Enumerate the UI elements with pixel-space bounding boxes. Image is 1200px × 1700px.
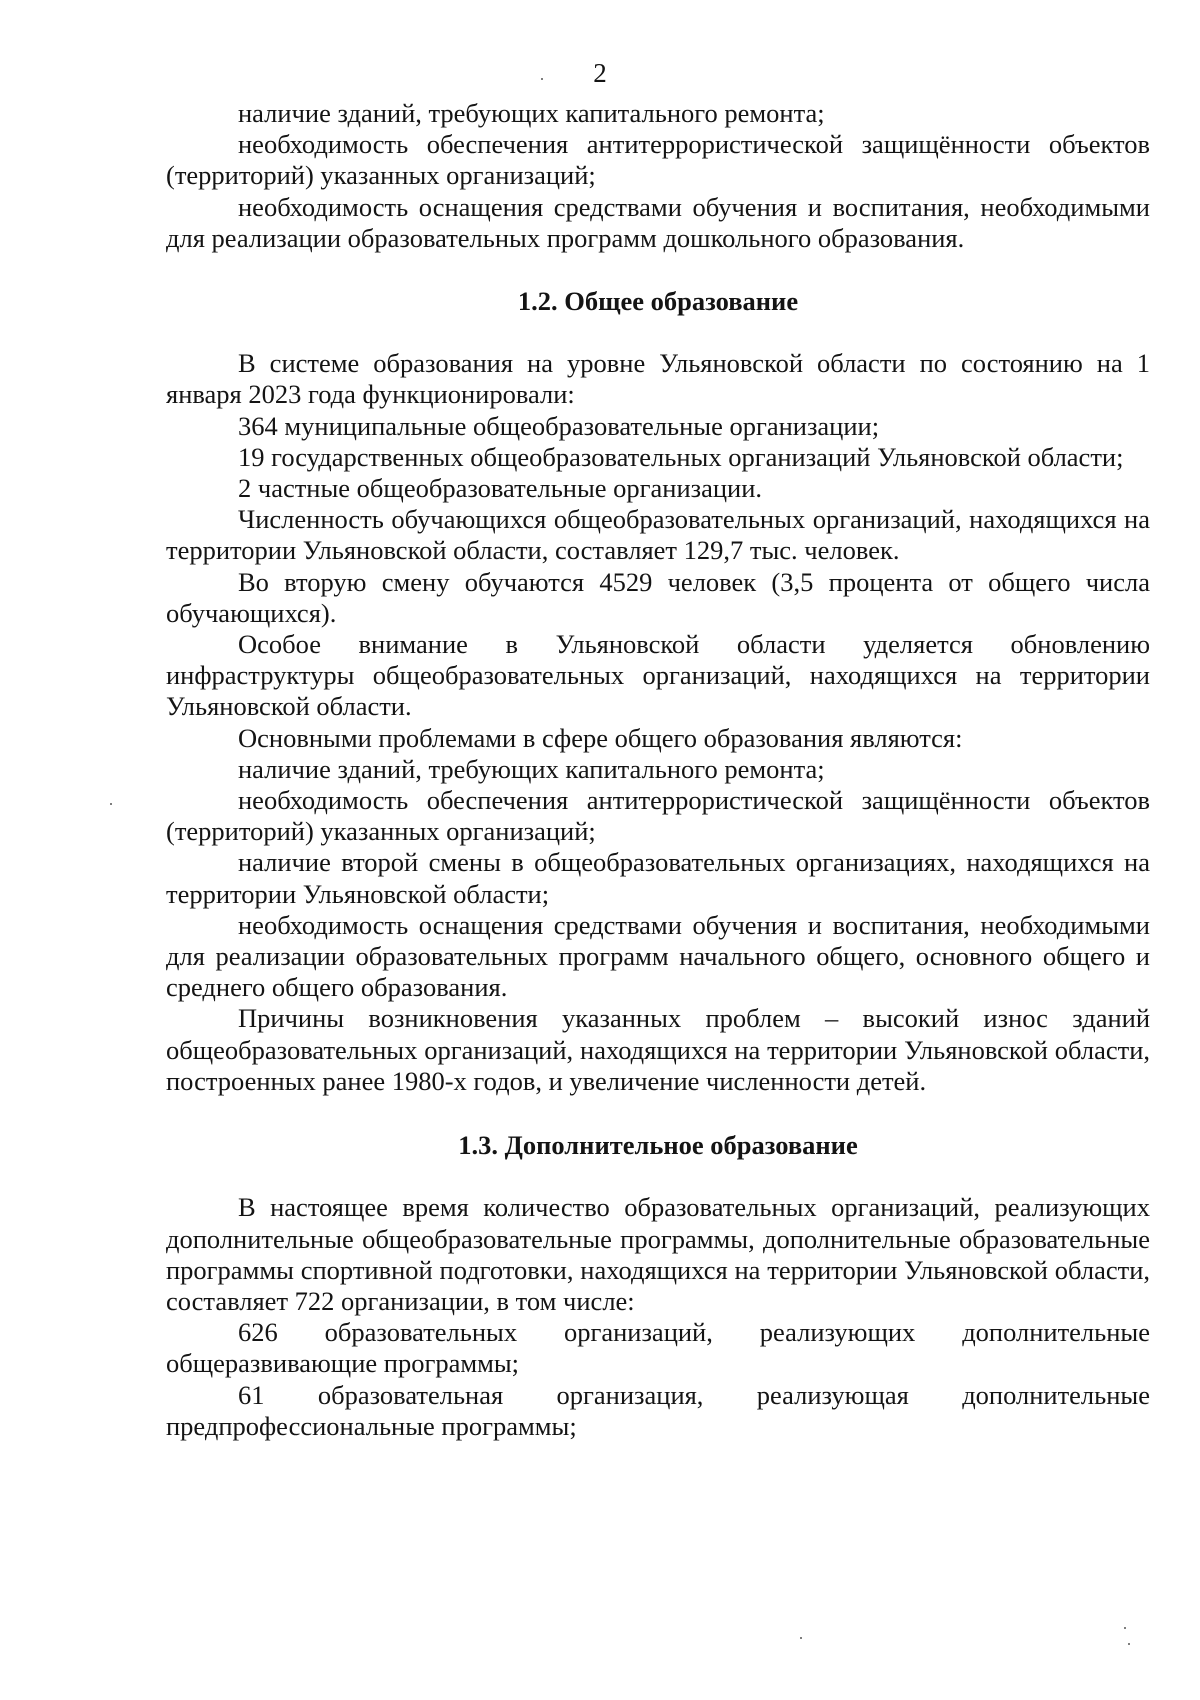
scan-speck bbox=[1124, 1627, 1126, 1629]
scan-speck bbox=[800, 1637, 802, 1639]
paragraph: наличие зданий, требующих капитального ремонта; bbox=[238, 753, 825, 784]
paragraph: Во вторую смену обучаются 4529 человек (3,5 процента от общего числа обучающихся). bbox=[166, 566, 1150, 628]
section-general-education bbox=[166, 348, 1150, 1097]
paragraph: Причины возникновения указанных проблем – высокий износ зданий общеобразовательных организаций, находящихся на территории Ульяновской области, построенных ранее 1980-х годов, и увеличение численности детей. bbox=[166, 1003, 1150, 1096]
paragraph: 626 образовательных организаций, реализующих дополнительные общеразвивающие программы; bbox=[166, 1317, 1150, 1379]
scan-speck bbox=[110, 803, 112, 805]
paragraph: Основными проблемами в сфере общего образования являются: bbox=[238, 722, 963, 753]
paragraph: необходимость оснащения средствами обучения и воспитания, необходимыми для реализации образовательных программ дошкольного образования. bbox=[166, 191, 1150, 253]
section-heading-general-education: 1.2. Общее образование bbox=[517, 286, 799, 317]
paragraph: В системе образования на уровне Ульяновской области по состоянию на 1 января 2023 года функционировали: bbox=[166, 348, 1150, 410]
section-heading-additional-education: 1.3. Дополнительное образование bbox=[458, 1130, 858, 1161]
paragraph: 2 частные общеобразовательные организации. bbox=[238, 473, 763, 504]
page-body bbox=[166, 98, 1150, 1442]
scan-speck bbox=[1128, 1643, 1130, 1645]
scan-speck bbox=[541, 78, 543, 80]
paragraph: Особое внимание в Ульяновской области уделяется обновлению инфраструктуры общеобразовательных организаций, находящихся на территории Ульяновской области. bbox=[166, 629, 1150, 722]
paragraph: наличие второй смены в общеобразовательных организациях, находящихся на территории Ульяновской области; bbox=[166, 847, 1150, 909]
paragraph: Численность обучающихся общеобразовательных организаций, находящихся на территории Ульяновской области, составляет 129,7 тыс. человек. bbox=[166, 504, 1150, 566]
problems-list-preschool bbox=[166, 98, 1150, 254]
paragraph: 61 образовательная организация, реализующая дополнительные предпрофессиональные программы; bbox=[166, 1379, 1150, 1441]
paragraph: необходимость оснащения средствами обучения и воспитания, необходимыми для реализации образовательных программ начального общего, основного общего и среднего общего образования. bbox=[166, 909, 1150, 1003]
paragraph: необходимость обеспечения антитеррористической защищённости объектов (территорий) указанных организаций; bbox=[166, 785, 1150, 847]
paragraph: необходимость обеспечения антитеррористической защищённости объектов (территорий) указанных организаций; bbox=[166, 129, 1150, 191]
paragraph: В настоящее время количество образовательных организаций, реализующих дополнительные общеобразовательные программы, дополнительные образовательные программы спортивной подготовки, находящихся на территории Ульяновской области, составляет 722 организации, в том числе: bbox=[166, 1192, 1150, 1316]
paragraph: 364 муниципальные общеобразовательные организации; bbox=[238, 410, 880, 441]
paragraph: 19 государственных общеобразовательных организаций Ульяновской области; bbox=[238, 441, 1124, 472]
section-additional-education bbox=[166, 1192, 1150, 1442]
page-number: 2 bbox=[593, 58, 607, 88]
paragraph: наличие зданий, требующих капитального ремонта; bbox=[238, 98, 825, 128]
